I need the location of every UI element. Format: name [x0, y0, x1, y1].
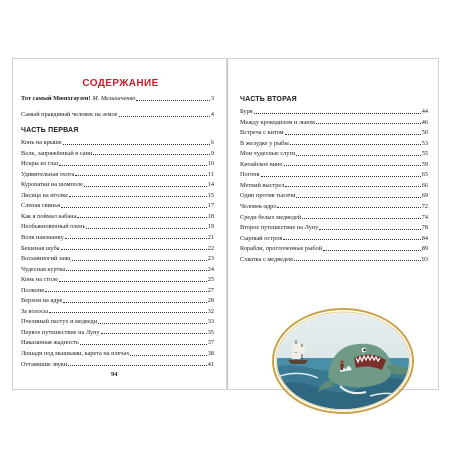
- dot-leader: [93, 154, 210, 155]
- entry-page: 15: [207, 191, 214, 199]
- entry-page: 38: [207, 350, 214, 357]
- entry-author: М. Мельниченко: [92, 95, 136, 102]
- entry-title: Сырный остров: [240, 234, 283, 242]
- toc-entry: [21, 150, 214, 157]
- dot-leader: [63, 144, 210, 145]
- dot-leader: [254, 113, 421, 114]
- entry-page: 9: [210, 149, 214, 157]
- entry-title: Необыкновенный олень: [21, 223, 86, 231]
- dot-leader: [72, 260, 207, 261]
- entry-title: Мои чудесные слуги: [240, 150, 296, 158]
- toc-entry: [21, 139, 214, 146]
- dot-leader: [294, 260, 421, 261]
- entry-page: 33: [207, 318, 214, 326]
- entry-page: 21: [207, 233, 214, 241]
- dot-leader: [65, 238, 207, 239]
- toc-entry: [240, 129, 428, 136]
- dot-leader: [323, 250, 421, 251]
- entry-title: Конь на столе: [21, 276, 59, 284]
- entry-page: 78: [421, 224, 428, 232]
- toc-entry: [21, 308, 214, 315]
- dot-leader: [59, 281, 207, 282]
- entry-page: 59: [421, 160, 428, 168]
- entry-page: 14: [207, 181, 214, 189]
- entry-title: Оттаявшие звуки: [21, 360, 68, 368]
- toc-entry: [21, 339, 214, 346]
- entry-page: 11: [207, 170, 214, 178]
- entry-title: Один против тысячи: [240, 192, 296, 200]
- entry-title: Как я поймал кабана: [21, 212, 77, 220]
- dot-leader: [75, 175, 207, 176]
- entry-title: Волк наизнанку: [21, 233, 64, 241]
- entry-title: Тот самый Мюнхгаузен!: [21, 95, 91, 102]
- dot-leader: [61, 249, 207, 250]
- toc-entry: [21, 192, 214, 199]
- toc-entry: [240, 140, 428, 147]
- entry-title: Корабли, проглоченные рыбой: [240, 245, 323, 253]
- entry-page: 19: [207, 223, 214, 231]
- section-heading-part-two: ЧАСТЬ ВТОРАЯ: [240, 96, 297, 103]
- entry-title: Куропатки на шомполе: [21, 181, 83, 189]
- toc-entry: [21, 361, 214, 368]
- entry-page: 3: [210, 95, 214, 102]
- dot-leader: [49, 312, 207, 313]
- dot-leader: [283, 239, 420, 240]
- entry-page: 25: [207, 276, 214, 284]
- dot-leader: [261, 176, 421, 177]
- entry-title: Восьминогий заяц: [21, 255, 71, 263]
- toc-entry: [240, 224, 428, 231]
- entry-title: Самый правдивый человек на земле: [21, 111, 118, 118]
- toc-entry: [21, 234, 214, 241]
- section-heading-part-one: ЧАСТЬ ПЕРВАЯ: [21, 127, 79, 134]
- toc-entry: [21, 297, 214, 304]
- toc-title: СОДЕРЖАНИЕ: [82, 78, 159, 89]
- entry-title: Человек-ядро: [240, 202, 277, 210]
- entry-title: Меткий выстрел: [240, 181, 285, 189]
- entry-page: 23: [207, 255, 214, 263]
- entry-title: Пчелиный пастух и медведи: [21, 318, 98, 326]
- dot-leader: [69, 196, 207, 197]
- entry-title: Лисица на иголке: [21, 191, 68, 199]
- entry-title: Наказанная жадность: [21, 339, 79, 347]
- entry-page: 53: [421, 139, 428, 147]
- dot-leader: [277, 207, 420, 208]
- dot-leader: [319, 229, 420, 230]
- toc-entry-intro: [21, 95, 214, 102]
- dot-leader: [61, 207, 207, 208]
- entry-page: 41: [207, 360, 214, 368]
- toc-entry: [240, 150, 428, 157]
- entry-page: 89: [421, 245, 428, 253]
- entry-page: 27: [207, 286, 214, 294]
- entry-page: 84: [421, 234, 428, 242]
- entry-title: Волк, запряжённый в сани: [21, 149, 93, 157]
- entry-page: 46: [421, 118, 428, 126]
- entry-title: Китайское вино: [240, 160, 283, 168]
- entry-title: Конь на крыше: [21, 139, 62, 146]
- toc-entry: [21, 276, 214, 283]
- dot-leader: [98, 323, 207, 324]
- right-page: [227, 58, 439, 390]
- entry-page: 93: [421, 255, 428, 263]
- entry-page: 44: [421, 108, 428, 115]
- dot-leader: [84, 186, 207, 187]
- toc-entry: [21, 171, 214, 178]
- entry-title: Полконя: [21, 286, 44, 294]
- dot-leader: [296, 155, 420, 156]
- dot-leader: [101, 333, 207, 334]
- toc-entry: [240, 235, 428, 242]
- toc-entry: [240, 256, 428, 263]
- entry-title: Верхом на ядре: [21, 297, 63, 305]
- dot-leader: [45, 291, 207, 292]
- entry-title: Среди белых медведей: [240, 213, 302, 221]
- entry-page: 4: [210, 111, 214, 118]
- toc-entry: [240, 192, 428, 199]
- toc-entry: [21, 266, 214, 273]
- dot-leader: [302, 218, 421, 219]
- entry-page: 10: [207, 160, 214, 168]
- toc-entry: [21, 350, 214, 357]
- entry-title: Лошади под мышками, карета на плечах: [21, 350, 130, 357]
- entry-title: Бешеная шуба: [21, 244, 60, 252]
- toc-entry: [21, 223, 214, 230]
- entry-title: В желудке у рыбы: [240, 139, 289, 147]
- entry-page: 18: [207, 212, 214, 220]
- entry-title: Встреча с китом: [240, 129, 284, 137]
- toc-entry: [240, 182, 428, 189]
- entry-page: 6: [210, 139, 214, 146]
- dot-leader: [284, 165, 421, 166]
- entry-title: Искры из глаз: [21, 160, 59, 168]
- dot-leader: [136, 100, 209, 101]
- toc-entry-intro: [21, 111, 214, 118]
- entry-page: 24: [207, 265, 214, 273]
- toc-entry: [21, 202, 214, 209]
- page-number: 94: [111, 371, 118, 378]
- entry-title: Между крокодилом и львом: [240, 118, 315, 126]
- toc-entry: [21, 245, 214, 252]
- toc-entry: [240, 214, 428, 221]
- entry-page: 72: [421, 202, 428, 210]
- entry-title: Слепая свинья: [21, 202, 61, 210]
- toc-entry: [21, 287, 214, 294]
- dot-leader: [285, 134, 421, 135]
- toc-entry: [240, 119, 428, 126]
- dot-leader: [77, 217, 206, 218]
- toc-entry: [240, 171, 428, 178]
- entry-page: 55: [421, 150, 428, 158]
- toc-entry: [21, 255, 214, 262]
- dot-leader: [68, 365, 207, 366]
- entry-page: 50: [421, 129, 428, 137]
- entry-title: Чудесная куртка: [21, 265, 66, 273]
- dot-leader: [119, 116, 210, 117]
- toc-entry: [240, 108, 428, 115]
- dot-leader: [59, 165, 206, 166]
- sea-monster-illustration: [270, 306, 416, 416]
- entry-title: Схватка с медведем: [240, 255, 293, 263]
- entry-title: Буря: [240, 108, 253, 115]
- dot-leader: [80, 344, 207, 345]
- toc-entry: [21, 181, 214, 188]
- entry-page: 69: [421, 192, 428, 200]
- entry-title: Удивительная охота: [21, 170, 75, 178]
- entry-page: 66: [421, 181, 428, 189]
- dot-leader: [86, 228, 206, 229]
- dot-leader: [285, 186, 420, 187]
- entry-page: 65: [421, 171, 428, 179]
- toc-entry: [240, 161, 428, 168]
- entry-page: 28: [207, 297, 214, 305]
- toc-entry: [21, 318, 214, 325]
- entry-title: Первое путешествие на Луну: [21, 328, 100, 336]
- dot-leader: [63, 302, 206, 303]
- dot-leader: [130, 355, 206, 356]
- dot-leader: [290, 144, 421, 145]
- toc-entry: [21, 160, 214, 167]
- dot-leader: [66, 270, 207, 271]
- entry-page: 22: [207, 244, 214, 252]
- entry-page: 37: [207, 339, 214, 347]
- entry-page: 74: [421, 213, 428, 221]
- toc-entry: [240, 245, 428, 252]
- toc-entry: [21, 213, 214, 220]
- entry-page: 32: [207, 307, 214, 315]
- left-page: [12, 58, 227, 390]
- entry-title: За волосы: [21, 307, 48, 315]
- entry-page: 17: [207, 202, 214, 210]
- dot-leader: [316, 123, 421, 124]
- toc-entry: [240, 203, 428, 210]
- entry-title: Погоня: [240, 171, 260, 179]
- entry-page: 35: [207, 328, 214, 336]
- dot-leader: [296, 197, 420, 198]
- entry-title: Второе путешествие на Луну: [240, 224, 319, 232]
- toc-entry: [21, 329, 214, 336]
